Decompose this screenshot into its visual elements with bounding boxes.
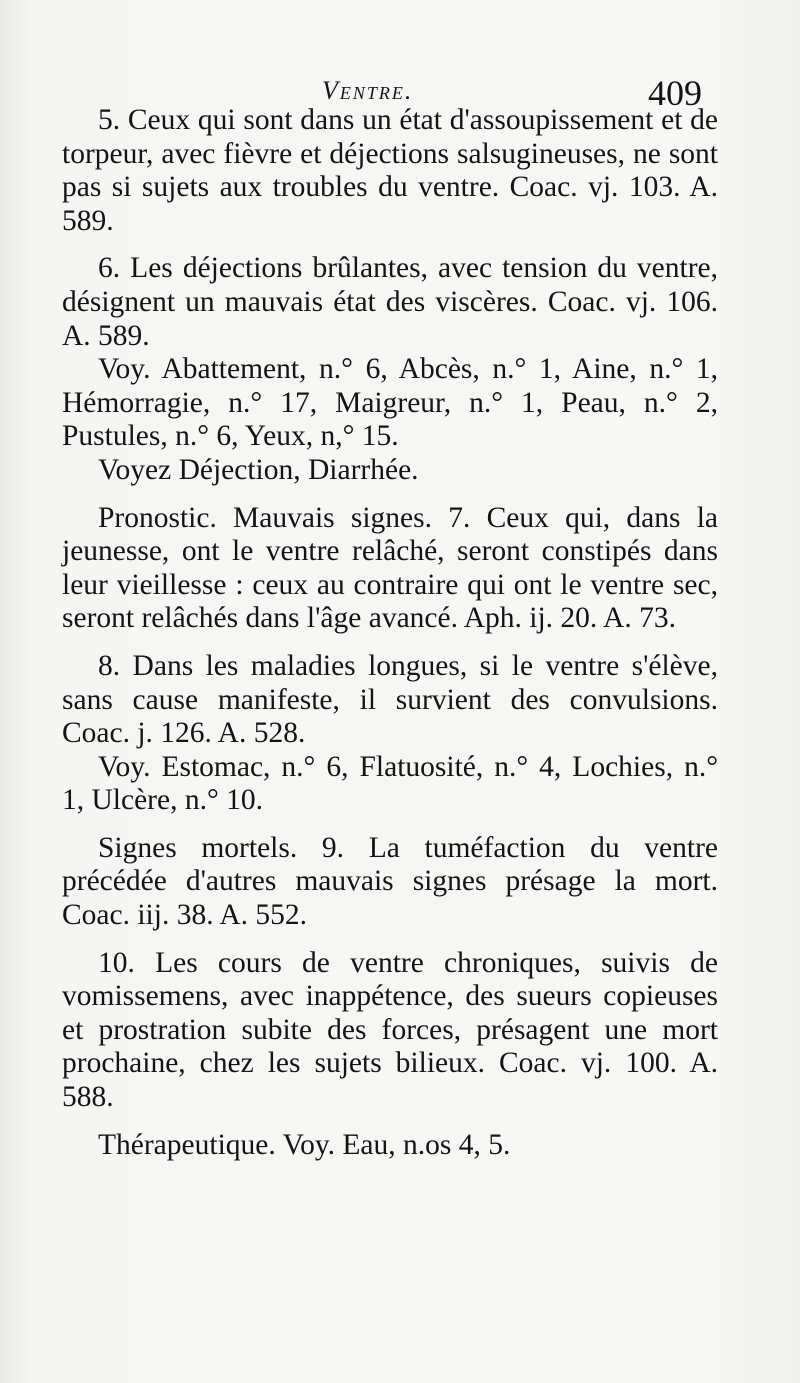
cross-reference-1: Voy. Abattement, n.° 6, Abcès, n.° 1, Aine, n.° 1, Hémorragie, n.° 17, Maigreur, n.° 1, Peau, n.° 2, Pustules, n.° 6, Yeux, n,° 15.	[62, 353, 718, 453]
body-text	[62, 104, 718, 1162]
running-head: Ventre.	[322, 76, 414, 105]
paragraph-8: 8. Dans les maladies longues, si le ventre s'élève, sans cause manifeste, il survient des convulsions. Coac. j. 126. A. 528.	[62, 649, 718, 750]
paragraph-10: 10. Les cours de ventre chroniques, suivis de vomissemens, avec inappétence, des sueurs copieuses et prostration subite des forces, présagent une mort prochaine, chez les sujets bilieux. Coac. vj. 100. A. 588.	[62, 946, 718, 1114]
cross-reference-3: Voy. Estomac, n.° 6, Flatuosité, n.° 4, Lochies, n.° 1, Ulcère, n.° 10.	[62, 750, 718, 817]
therapeutique-line: Thérapeutique. Voy. Eau, n.os 4, 5.	[98, 1128, 511, 1161]
paragraph-9-signes-mortels: Signes mortels. 9. La tuméfaction du ventre précédée d'autres mauvais signes présage la mort. Coac. iij. 38. A. 552.	[62, 831, 718, 932]
page-number: 409	[648, 73, 702, 113]
paragraph-7-pronostic: Pronostic. Mauvais signes. 7. Ceux qui, dans la jeunesse, ont le ventre relâché, seront constipés dans leur vieillesse : ceux au contraire qui ont le ventre sec, seront relâchés dans l'âge avancé. Aph. ij. 20. A. 73.	[62, 501, 718, 635]
paragraph-5: 5. Ceux qui sont dans un état d'assoupissement et de torpeur, avec fièvre et déjections salsugineuses, ne sont pas si sujets aux troubles du ventre. Coac. vj. 103. A. 589.	[62, 104, 718, 237]
cross-reference-2: Voyez Déjection, Diarrhée.	[98, 453, 419, 486]
paragraph-6: 6. Les déjections brûlantes, avec tension du ventre, désignent un mauvais état des viscères. Coac. vj. 106. A. 589.	[62, 252, 718, 352]
